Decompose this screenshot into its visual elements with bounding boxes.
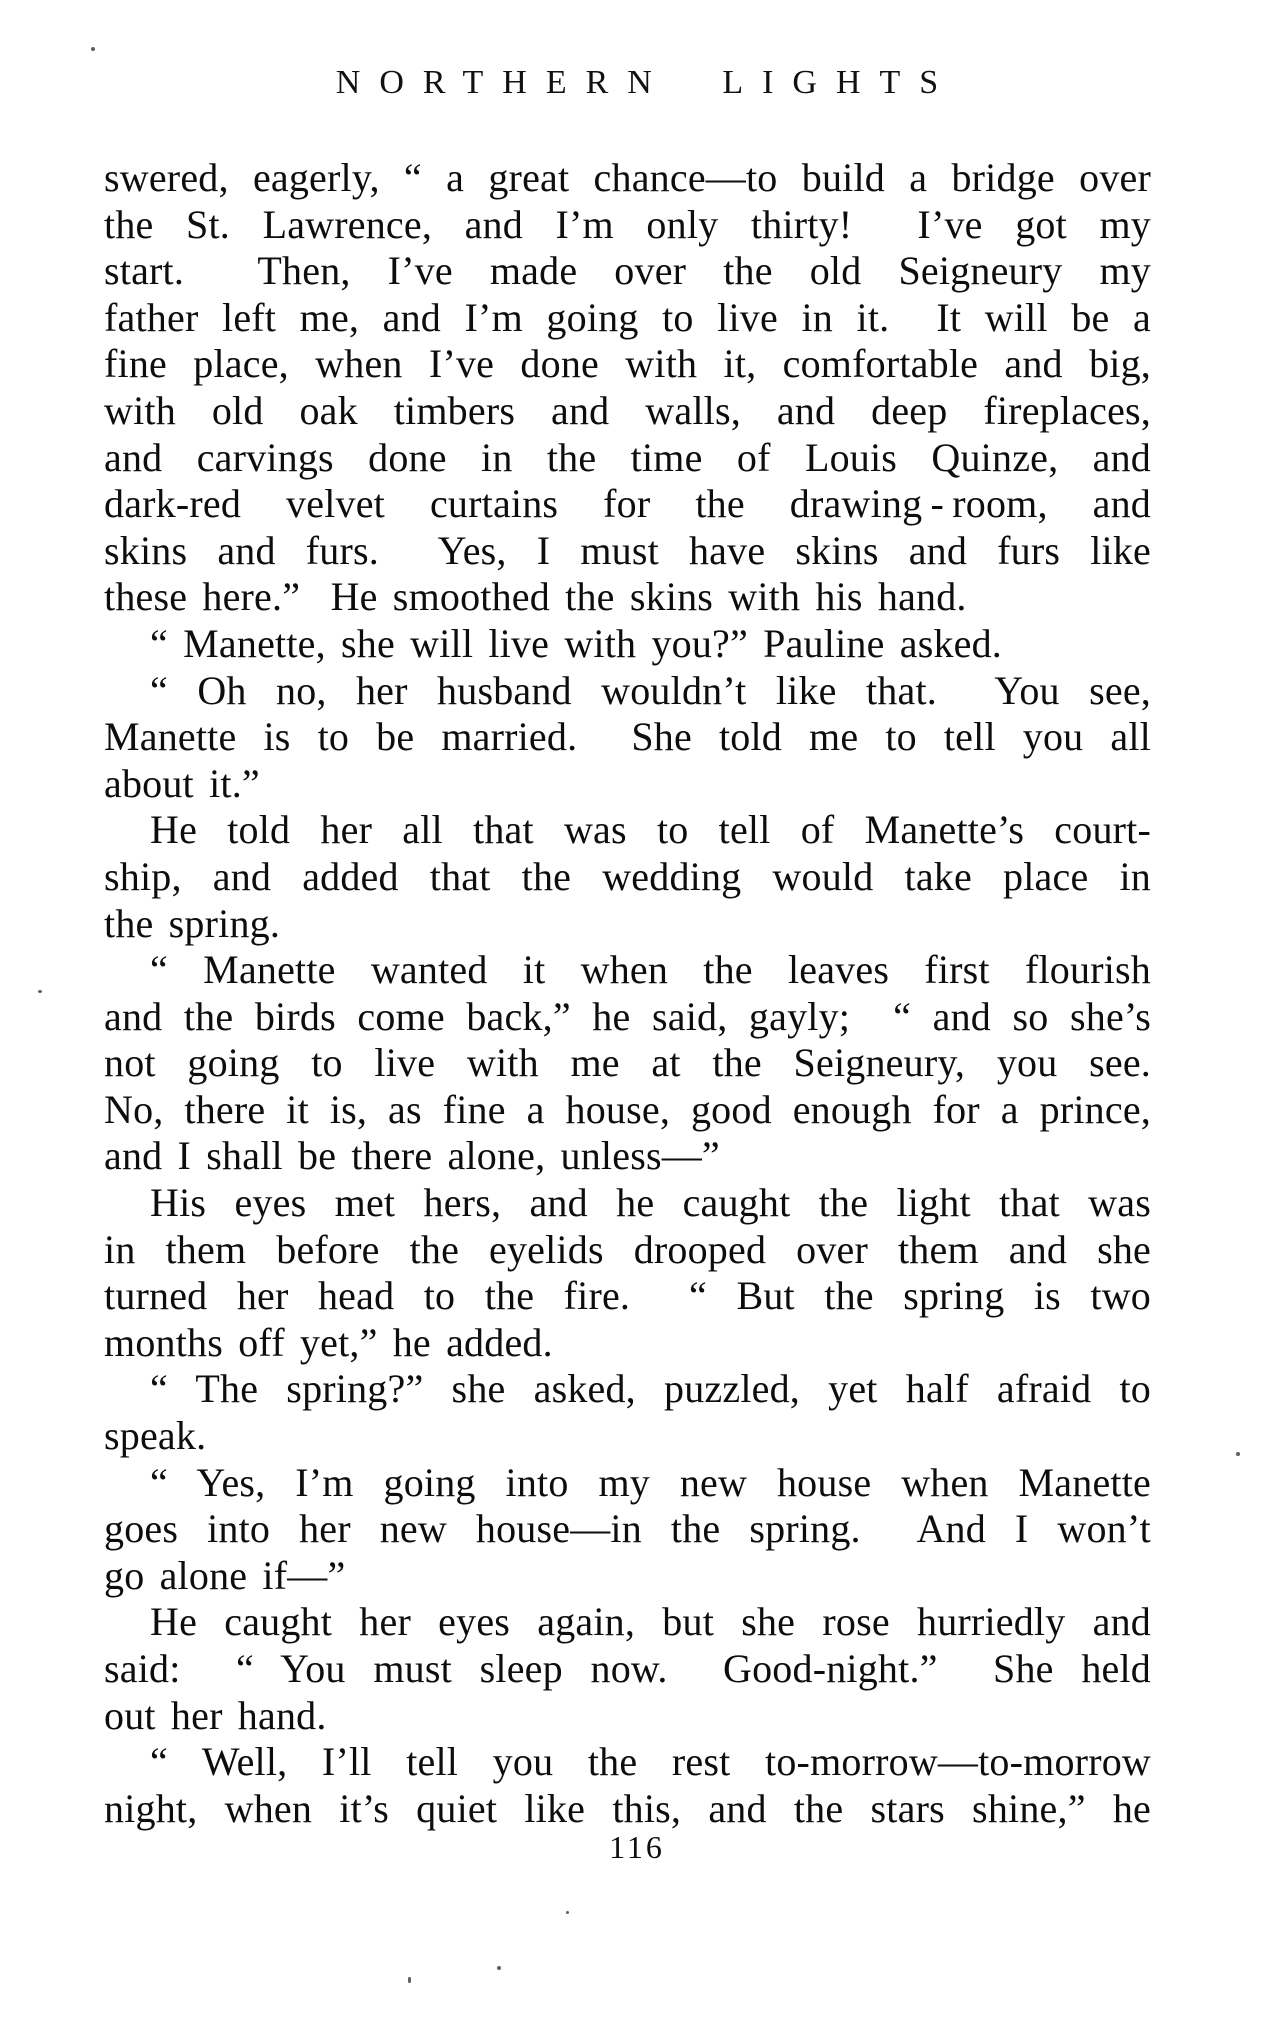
text-line: goes into her new house—in the spring. And I won’t xyxy=(104,1506,1151,1552)
text-line: said: “ You must sleep now. Good-night.” She held xyxy=(104,1646,1151,1691)
text-line: go alone if—” xyxy=(104,1552,346,1598)
text-line: He caught her eyes again, but she rose hurriedly and xyxy=(150,1599,1151,1645)
scan-speck xyxy=(566,1911,569,1914)
text-line: “ Manette wanted it when the leaves first flourish xyxy=(150,947,1151,993)
text-line: about it.” xyxy=(104,760,260,806)
page-number: 116 xyxy=(609,1829,665,1865)
text-line: with old oak timbers and walls, and deep fireplaces, xyxy=(104,387,1151,433)
text-line: dark-red velvet curtains for the drawing - room, and xyxy=(104,481,1151,527)
text-line: the spring. xyxy=(104,900,281,946)
text-line: fine place, when I’ve done with it, comfortable and big, xyxy=(104,341,1151,387)
text-line: “ Yes, I’m going into my new house when Manette xyxy=(150,1459,1151,1505)
scan-speck xyxy=(408,1977,411,1983)
text-line: swered, eagerly, “ a great chance—to build a bridge over xyxy=(104,155,1151,200)
text-line: turned her head to the fire. “ But the spring is two xyxy=(104,1273,1151,1319)
text-line: He told her all that was to tell of Manette’s court- xyxy=(150,807,1151,853)
text-line: father left me, and I’m going to live in it. It will be a xyxy=(104,294,1151,340)
text-line: His eyes met hers, and he caught the light that was xyxy=(150,1180,1151,1226)
text-line: ship, and added that the wedding would take place in xyxy=(104,853,1151,899)
text-line: and I shall be there alone, unless—” xyxy=(104,1133,720,1179)
scan-speck xyxy=(1236,1452,1240,1456)
text-line: start. Then, I’ve made over the old Seigneury my xyxy=(104,248,1151,294)
text-line: the St. Lawrence, and I’m only thirty! I’ve got my xyxy=(104,201,1151,247)
text-line: skins and furs. Yes, I must have skins and furs like xyxy=(104,527,1151,573)
text-line: speak. xyxy=(104,1413,207,1459)
scan-speck xyxy=(38,990,42,993)
text-line: night, when it’s quiet like this, and the stars shine,” he xyxy=(104,1785,1151,1831)
text-line: No, there it is, as fine a house, good enough for a prince, xyxy=(104,1086,1151,1132)
running-head: NORTHERN LIGHTS xyxy=(335,64,958,101)
text-line: in them before the eyelids drooped over them and she xyxy=(104,1226,1151,1272)
text-line: and the birds come back,” he said, gayly; “ and so she’s xyxy=(104,993,1151,1039)
text-line: “ Oh no, her husband wouldn’t like that. You see, xyxy=(150,667,1151,713)
scan-speck xyxy=(91,47,95,51)
text-line: and carvings done in the time of Louis Quinze, and xyxy=(104,434,1151,480)
text-line: out her hand. xyxy=(104,1692,327,1738)
text-line: “ The spring?” she asked, puzzled, yet half afraid to xyxy=(150,1366,1151,1412)
body-text xyxy=(104,155,1151,1832)
text-line: these here.” He smoothed the skins with his hand. xyxy=(104,574,967,620)
text-line: “ Manette, she will live with you?” Pauline asked. xyxy=(150,620,1003,666)
text-line: “ Well, I’ll tell you the rest to-morrow—to-morrow xyxy=(150,1739,1151,1785)
text-line: months off yet,” he added. xyxy=(104,1319,553,1365)
text-line: not going to live with me at the Seigneury, you see. xyxy=(104,1040,1151,1086)
text-line: Manette is to be married. She told me to tell you all xyxy=(104,714,1151,760)
scan-speck xyxy=(497,1966,501,1970)
